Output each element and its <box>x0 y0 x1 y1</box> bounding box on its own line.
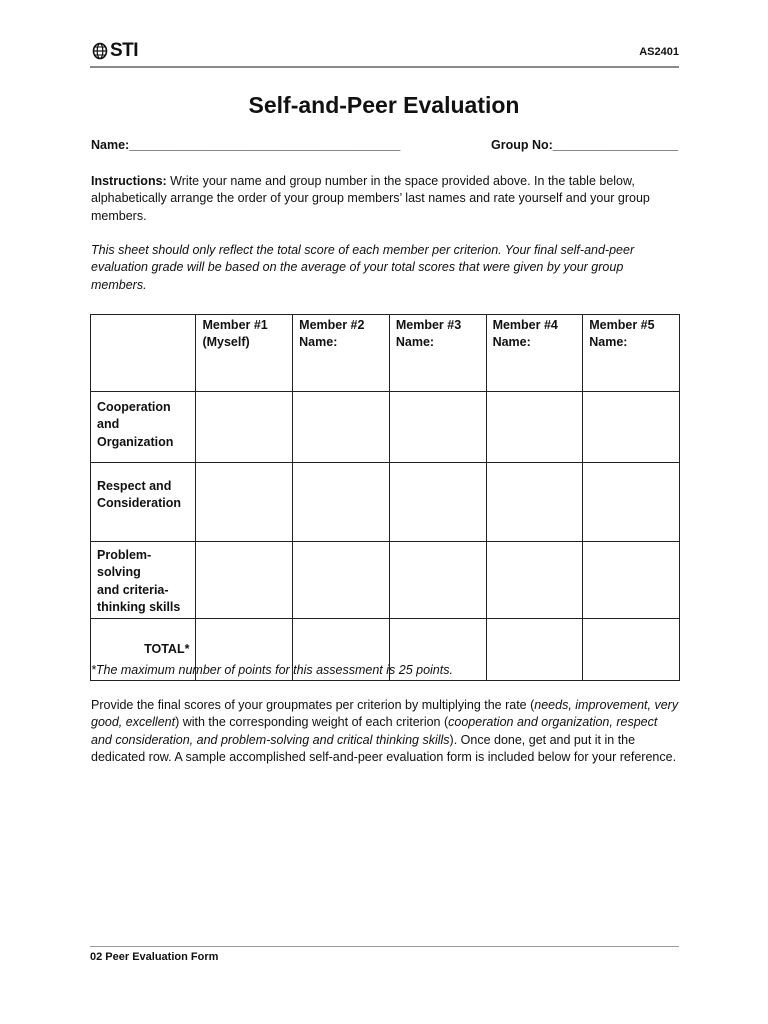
evaluation-table <box>90 314 680 681</box>
page-header <box>90 38 679 68</box>
score-cell[interactable] <box>196 463 293 542</box>
name-label: Name: <box>91 138 130 152</box>
score-cell[interactable] <box>389 392 486 463</box>
score-cell[interactable] <box>293 463 390 542</box>
score-cell[interactable] <box>389 463 486 542</box>
table-row <box>91 463 680 542</box>
header-member-2: Member #2 Name: <box>293 315 390 392</box>
header-member-1: Member #1 (Myself) <box>196 315 293 392</box>
header-member-4: Member #4 Name: <box>486 315 583 392</box>
criterion-respect: Respect and Consideration <box>91 463 196 542</box>
provide-paragraph: Provide the final scores of your groupmates per criterion by multiplying the rate (needs, improvement, very good, excellent) with the corresponding weight of each criterion (cooperation and organization, respect and consideration, and problem-solving and critical thinking skills). Once done, get and put it in the dedicated row. A sample accomplished self-and-peer evaluation form is included below for your reference. <box>91 698 679 764</box>
sti-logo <box>92 40 138 62</box>
instructions-text: Write your name and group number in the space provided above. In the table below, alphabetically arrange the order of your group members’ last names and rate yourself and your group members. <box>91 174 650 223</box>
globe-icon <box>92 42 108 60</box>
score-cell[interactable] <box>293 542 390 619</box>
group-blank[interactable]: __________________ <box>552 138 678 152</box>
criterion-problem-solving: Problem-solving and criteria- thinking skills <box>91 542 196 619</box>
score-cell[interactable] <box>196 392 293 463</box>
table-row <box>91 542 680 619</box>
score-cell[interactable] <box>583 542 680 619</box>
footnote: *The maximum number of points for this assessment is 25 points. <box>91 663 453 677</box>
page-title: Self-and-Peer Evaluation <box>248 92 520 118</box>
page-footer: 02 Peer Evaluation Form <box>90 946 679 963</box>
instructions-paragraph <box>91 173 681 225</box>
note-paragraph: This sheet should only reflect the total score of each member per criterion. Your final self-and-peer evaluation grade will be based on the average of your total scores that were given by your group members. <box>91 243 635 292</box>
score-cell[interactable] <box>486 392 583 463</box>
table-header-row <box>91 315 680 392</box>
header-member-3: Member #3 Name: <box>389 315 486 392</box>
score-cell[interactable] <box>486 542 583 619</box>
total-label: TOTAL* <box>91 619 196 681</box>
score-cell[interactable] <box>583 392 680 463</box>
score-cell[interactable] <box>583 463 680 542</box>
score-cell[interactable] <box>196 542 293 619</box>
score-cell[interactable] <box>389 542 486 619</box>
group-label: Group No: <box>491 138 553 152</box>
logo-text: STI <box>110 40 139 61</box>
score-cell[interactable] <box>486 463 583 542</box>
group-field[interactable] <box>491 138 678 152</box>
name-field[interactable] <box>91 138 400 152</box>
criterion-cooperation: Cooperation and Organization <box>91 392 196 463</box>
document-code: AS2401 <box>639 46 679 58</box>
instructions-label: Instructions: <box>91 174 167 188</box>
header-member-5: Member #5 Name: <box>583 315 680 392</box>
score-cell[interactable] <box>293 392 390 463</box>
table-row <box>91 392 680 463</box>
header-corner-cell <box>91 315 196 392</box>
name-blank[interactable]: _______________________________________ <box>129 138 401 152</box>
